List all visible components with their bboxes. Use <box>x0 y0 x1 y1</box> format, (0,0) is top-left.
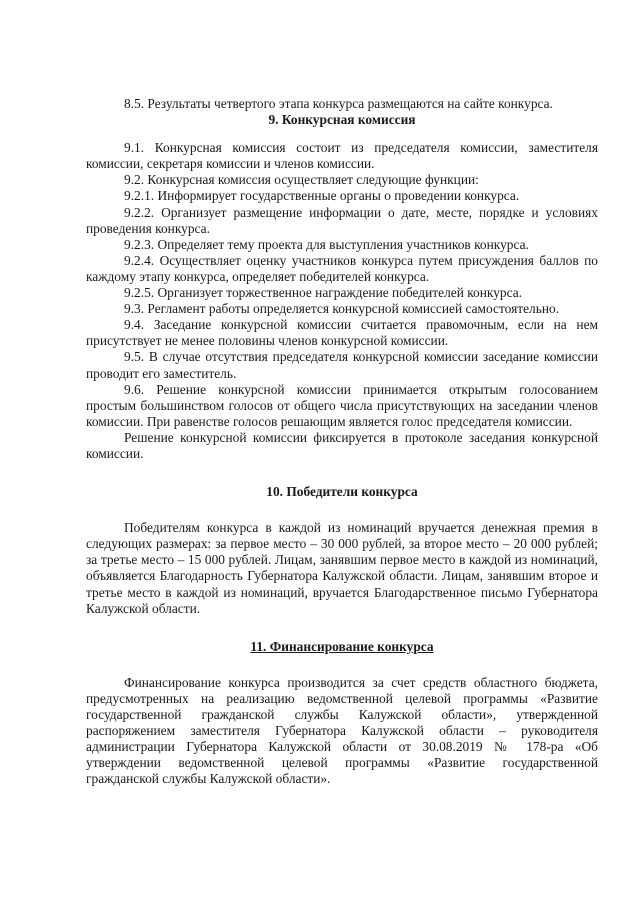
spacer <box>86 500 598 520</box>
paragraph-9-2-4: 9.2.4. Осуществляет оценку участников конкурса путем присуждения баллов по каждому этапу конкурса, определяет победителей конкурса. <box>86 252 598 284</box>
spacer <box>86 617 598 639</box>
paragraph-8-5: 8.5. Результаты четвертого этапа конкурса размещаются на сайте конкурса. <box>124 96 553 111</box>
paragraph-9-2-3: 9.2.3. Определяет тему проекта для выступления участников конкурса. <box>124 236 529 252</box>
paragraph-9-2-5: 9.2.5. Организует торжественное награждение победителей конкурса. <box>124 285 523 301</box>
section-10-heading: 10. Победители конкурса <box>266 484 418 500</box>
section-11-heading: 11. Финансирование конкурса <box>250 638 434 654</box>
spacer <box>86 128 598 140</box>
paragraph-9-2-1: 9.2.1. Информирует государственные органы о проведении конкурса. <box>124 188 520 204</box>
spacer <box>86 655 598 675</box>
paragraph-9-3: 9.3. Регламент работы определяется конкурсной комиссией самостоятельно. <box>124 301 560 317</box>
paragraph-9-2: 9.2. Конкурсная комиссия осуществляет следующие функции: <box>124 172 479 188</box>
paragraph-9-6: 9.6. Решение конкурсной комиссии принимается открытым голосованием простым большинством голосов от общего числа присутствующих на заседании членов комиссии. При равенстве голосов решающим является голос председателя комиссии. <box>86 381 598 429</box>
paragraph-9-decision: Решение конкурсной комиссии фиксируется в протоколе заседания конкурсной комиссии. <box>86 429 598 461</box>
paragraph-9-4: 9.4. Заседание конкурсной комиссии считается правомочным, если на нем присутствует не менее половины членов конкурсной комиссии. <box>86 317 598 349</box>
paragraph-9-1: 9.1. Конкурсная комиссия состоит из председателя комиссии, заместителя комиссии, секретаря комиссии и членов комиссии. <box>86 140 598 172</box>
document-page <box>86 96 598 787</box>
paragraph-9-5: 9.5. В случае отсутствия председателя конкурсной комиссии заседание комиссии проводит его заместитель. <box>86 349 598 381</box>
spacer <box>86 462 598 484</box>
paragraph-11: Финансирование конкурса производится за счет средств областного бюджета, предусмотренных на реализацию ведомственной целевой программы «Развитие государственной гражданской службы Калужской области», утвержденной распоряжением заместителя Губернатора Калужской области – руководителя администрации Губернатора Калужской области от 30.08.2019 № 178-ра «Об утверждении ведомственной целевой программы «Развитие государственной гражданской службы Калужской области». <box>86 674 598 787</box>
paragraph-10: Победителям конкурса в каждой из номинаций вручается денежная премия в следующих размерах: за первое место – 30 000 рублей, за второе место – 20 000 рублей; за третье место – 15 000 рублей. Лицам, занявшим первое место в каждой из номинаций, объявляется Благодарность Губернатора Калужской области. Лицам, занявшим второе и третье место в каждой из номинаций, вручается Благодарственное письмо Губернатора Калужской области. <box>86 520 598 616</box>
paragraph-9-2-2: 9.2.2. Организует размещение информации о дате, месте, порядке и условиях проведения конкурса. <box>86 204 598 236</box>
section-9-heading: 9. Конкурсная комиссия <box>268 112 416 128</box>
